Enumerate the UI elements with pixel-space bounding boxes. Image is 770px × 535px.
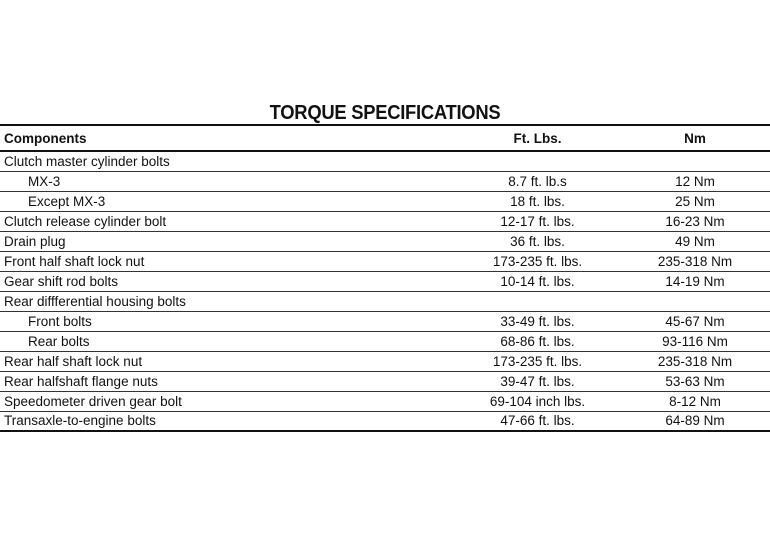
ft-lbs-cell: 33-49 ft. lbs. — [500, 313, 575, 329]
component-cell: Front half shaft lock nut — [4, 253, 145, 269]
ft-lbs-cell: 18 ft. lbs. — [510, 193, 565, 209]
nm-cell: 14-19 Nm — [665, 273, 725, 289]
table-row — [0, 311, 770, 331]
page-title: TORQUE SPECIFICATIONS — [269, 102, 501, 124]
ft-lbs-cell: 12-17 ft. lbs. — [500, 213, 575, 229]
ft-lbs-cell: 68-86 ft. lbs. — [500, 333, 575, 349]
nm-cell: 93-116 Nm — [662, 333, 728, 349]
component-cell: MX-3 — [28, 173, 61, 189]
nm-cell: 12 Nm — [675, 173, 715, 189]
header-ft-lbs: Ft. Lbs. — [513, 130, 562, 146]
nm-cell: 53-63 Nm — [665, 373, 725, 389]
table-row — [0, 391, 770, 411]
component-cell: Rear diffferential housing bolts — [4, 293, 186, 309]
table-row — [0, 171, 770, 191]
component-cell: Drain plug — [4, 233, 66, 249]
component-cell: Rear half shaft lock nut — [4, 353, 143, 369]
header-nm: Nm — [684, 130, 706, 146]
table-row — [0, 271, 770, 291]
component-cell: Front bolts — [28, 313, 92, 329]
ft-lbs-cell: 173-235 ft. lbs. — [492, 353, 583, 369]
ft-lbs-cell: 39-47 ft. lbs. — [500, 373, 575, 389]
table-row — [0, 211, 770, 231]
table-row — [0, 351, 770, 371]
table-row — [0, 151, 770, 171]
component-cell: Rear bolts — [28, 333, 90, 349]
ft-lbs-cell: 47-66 ft. lbs. — [500, 413, 575, 429]
torque-specifications-table — [0, 124, 770, 432]
nm-cell: 45-67 Nm — [665, 313, 725, 329]
ft-lbs-cell — [455, 151, 620, 171]
table-row — [0, 251, 770, 271]
nm-cell: 49 Nm — [675, 233, 715, 249]
nm-cell: 64-89 Nm — [665, 413, 725, 429]
nm-cell: 235-318 Nm — [657, 253, 733, 269]
nm-cell — [620, 151, 770, 171]
component-cell: Transaxle-to-engine bolts — [4, 413, 156, 429]
ft-lbs-cell: 173-235 ft. lbs. — [492, 253, 583, 269]
table-row — [0, 291, 770, 311]
nm-cell — [620, 291, 770, 311]
component-cell: Clutch master cylinder bolts — [4, 153, 170, 169]
nm-cell: 25 Nm — [675, 193, 715, 209]
ft-lbs-cell: 8.7 ft. lb.s — [508, 173, 567, 189]
torque-table-container — [0, 124, 770, 432]
header-row — [0, 125, 770, 151]
component-cell: Except MX-3 — [28, 193, 106, 209]
table-row — [0, 231, 770, 251]
table-body — [0, 151, 770, 431]
header-components: Components — [4, 130, 87, 146]
ft-lbs-cell: 10-14 ft. lbs. — [500, 273, 575, 289]
nm-cell: 16-23 Nm — [665, 213, 725, 229]
table-row — [0, 371, 770, 391]
ft-lbs-cell: 69-104 inch lbs. — [489, 393, 586, 409]
component-cell: Rear halfshaft flange nuts — [4, 373, 158, 389]
component-cell: Gear shift rod bolts — [4, 273, 119, 289]
table-row — [0, 191, 770, 211]
ft-lbs-cell — [455, 291, 620, 311]
nm-cell: 235-318 Nm — [657, 353, 733, 369]
table-row — [0, 331, 770, 351]
ft-lbs-cell: 36 ft. lbs. — [510, 233, 565, 249]
table-row — [0, 411, 770, 431]
component-cell: Clutch release cylinder bolt — [4, 213, 167, 229]
nm-cell: 8-12 Nm — [669, 393, 721, 409]
table-header — [0, 125, 770, 151]
component-cell: Speedometer driven gear bolt — [4, 393, 182, 409]
